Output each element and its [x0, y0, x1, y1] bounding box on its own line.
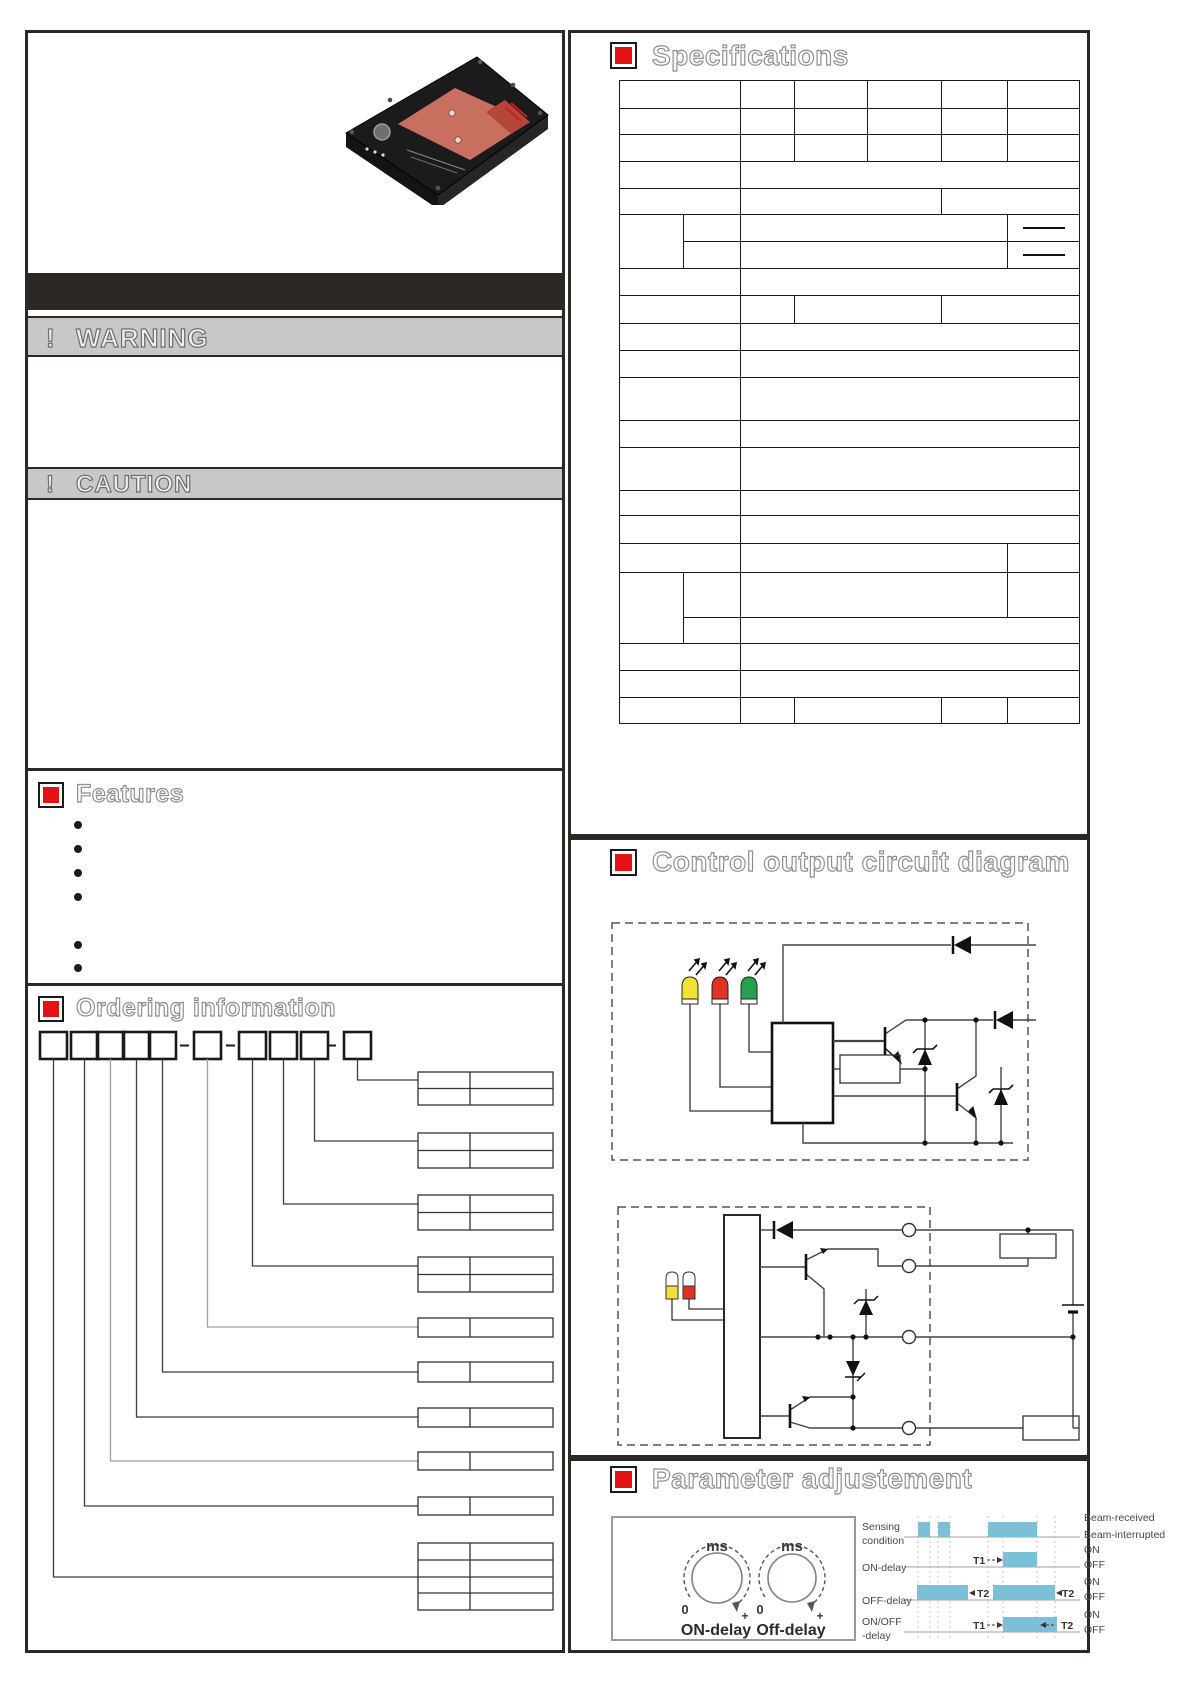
- off-delay-knob-label: Off-delay: [756, 1622, 826, 1639]
- spec-cell: [741, 378, 1080, 421]
- spec-row: [620, 269, 1080, 296]
- spec-cell: [1008, 698, 1080, 724]
- spec-cell: [942, 81, 1008, 109]
- svg-text:ON/OFF: ON/OFF: [862, 1616, 902, 1628]
- led-yellow-icon: [682, 977, 698, 999]
- led-emission-arrows: [689, 959, 765, 975]
- svg-text:condition: condition: [862, 1535, 905, 1547]
- features-divider: [25, 768, 565, 771]
- spec-cell: [1008, 109, 1080, 135]
- spec-cell: [1008, 573, 1080, 618]
- ordering-code-diagram: [25, 1020, 565, 1653]
- code-option-tables: [418, 1072, 553, 1610]
- spec-cell: [620, 516, 741, 544]
- main-circuit-block: [772, 1023, 833, 1123]
- spec-cell: [620, 544, 741, 573]
- spec-row: [620, 296, 1080, 324]
- specifications-heading: Specifications: [652, 40, 849, 71]
- svg-text:Beam-received: Beam-received: [1084, 1512, 1155, 1524]
- spec-cell: [741, 242, 1008, 269]
- load-block: [1023, 1416, 1079, 1440]
- warning-title: WARNING: [76, 323, 209, 353]
- spec-cell: [942, 698, 1008, 724]
- svg-text:OFF: OFF: [1084, 1559, 1105, 1571]
- svg-text:ON: ON: [1084, 1609, 1100, 1621]
- feature-bullet: [74, 845, 82, 853]
- spec-cell: [1008, 215, 1080, 242]
- spec-row: [620, 573, 1080, 618]
- led-yellow-icon: [666, 1286, 678, 1299]
- svg-text:T2: T2: [1062, 1588, 1075, 1600]
- svg-text:T2: T2: [1061, 1620, 1074, 1632]
- on-delay-knob-label: ON-delay: [680, 1622, 752, 1639]
- spec-cell: [741, 698, 795, 724]
- ordering-marker-icon: [38, 996, 64, 1022]
- warning-mark: !: [46, 323, 56, 353]
- diode-icon: [774, 1221, 793, 1239]
- spec-cell: [1008, 81, 1080, 109]
- spec-cell: [795, 698, 942, 724]
- spec-cell: [741, 324, 1080, 351]
- svg-text:ON: ON: [1084, 1576, 1100, 1588]
- spec-cell: [1008, 242, 1080, 269]
- spec-row: [620, 215, 1080, 242]
- spec-cell: [620, 491, 741, 516]
- window-pin: [449, 110, 455, 116]
- feature-bullet: [74, 893, 82, 901]
- circuit1-wires: [783, 945, 1036, 1143]
- spec-cell: [741, 618, 1080, 644]
- spec-cell: [741, 109, 795, 135]
- spec-cell: [942, 189, 1080, 215]
- spec-cell: [620, 378, 741, 421]
- spec-cell: [620, 644, 741, 671]
- spec-cell: [620, 448, 741, 491]
- caution-band: [28, 467, 562, 500]
- knob-min: 0: [681, 1602, 689, 1617]
- spec-cell: [620, 296, 741, 324]
- specifications-table: [619, 80, 1080, 724]
- indicator-leds-small: [666, 1272, 724, 1320]
- feature-bullet: [74, 941, 82, 949]
- spec-cell: [620, 351, 741, 378]
- spec-row: [620, 421, 1080, 448]
- spec-row: [620, 448, 1080, 491]
- spec-cell: [620, 421, 741, 448]
- spec-row: [620, 544, 1080, 573]
- spec-row: [620, 81, 1080, 109]
- window-pin: [455, 137, 461, 143]
- svg-text:OFF: OFF: [1084, 1591, 1105, 1603]
- spec-row: [620, 135, 1080, 162]
- spec-cell: [868, 135, 942, 162]
- spec-cell: [620, 215, 684, 269]
- part-code-boxes: [40, 1032, 371, 1059]
- spec-row: [620, 618, 1080, 644]
- ordering-divider: [25, 983, 565, 986]
- sensor-device-illustration: [346, 57, 548, 205]
- features-marker-icon: [38, 782, 64, 808]
- spec-cell: [684, 242, 741, 269]
- feature-bullet: [74, 964, 82, 972]
- spec-cell: [795, 109, 868, 135]
- spec-cell: [741, 189, 942, 215]
- spec-row: [620, 378, 1080, 421]
- spec-cell: [741, 215, 1008, 242]
- svg-text:-delay: -delay: [862, 1630, 891, 1642]
- warning-band: [28, 316, 562, 357]
- knob-min: 0: [756, 1602, 764, 1617]
- svg-text:ON-delay: ON-delay: [862, 1562, 907, 1574]
- spec-cell: [741, 351, 1080, 378]
- spec-cell: [684, 215, 741, 242]
- spec-cell: [942, 135, 1008, 162]
- spec-cell: [795, 135, 868, 162]
- spec-cell: [741, 81, 795, 109]
- spec-row: [620, 109, 1080, 135]
- svg-text:OFF: OFF: [1084, 1624, 1105, 1636]
- svg-text:T1: T1: [973, 1620, 986, 1632]
- indicator-leds: [682, 959, 772, 1111]
- caution-title: CAUTION: [76, 471, 193, 498]
- transistor-icons: [790, 1248, 828, 1428]
- spec-cell: [620, 324, 741, 351]
- spec-cell: [684, 573, 741, 618]
- spec-cell: [741, 135, 795, 162]
- led-red-icon: [683, 1286, 695, 1299]
- knob-plus: +: [741, 1609, 749, 1623]
- spec-cell: [1008, 135, 1080, 162]
- parameter-adjustment-figure: [568, 1458, 1168, 1653]
- spec-cell: [620, 109, 741, 135]
- spec-cell: [741, 448, 1080, 491]
- feature-bullet: [74, 869, 82, 877]
- terminal-circles: [903, 1224, 916, 1435]
- svg-text:Sensing: Sensing: [862, 1521, 900, 1533]
- spec-cell: [620, 698, 741, 724]
- spec-cell: [1008, 544, 1080, 573]
- spec-cell: [741, 544, 1008, 573]
- spec-row: [620, 516, 1080, 544]
- svg-text:T1: T1: [973, 1555, 986, 1567]
- spec-cell: [741, 573, 1008, 618]
- timing-row-labels: [862, 1521, 912, 1642]
- transistor-icons: [885, 1027, 976, 1118]
- circuit-heading: Control output circuit diagram: [652, 846, 1070, 877]
- spec-cell: [620, 189, 741, 215]
- logo-badge: [374, 124, 390, 140]
- caution-mark: !: [46, 471, 55, 498]
- main-circuit-block: [724, 1215, 760, 1438]
- spec-cell: [684, 618, 741, 644]
- ordering-heading: Ordering information: [76, 994, 336, 1022]
- circuit-diagram-npn: [612, 923, 1036, 1160]
- spec-row: [620, 189, 1080, 215]
- zener-diode-icons: [845, 1296, 878, 1381]
- spec-row: [620, 351, 1080, 378]
- product-image: [315, 40, 560, 205]
- junction-dots: [922, 1017, 1003, 1145]
- spec-cell: [741, 269, 1080, 296]
- timing-diagram: [862, 1512, 1165, 1642]
- spec-cell: [741, 644, 1080, 671]
- spec-cell: [741, 491, 1080, 516]
- resistor-block: [840, 1055, 900, 1083]
- spec-row: [620, 324, 1080, 351]
- knob-unit: ms: [781, 1538, 803, 1555]
- spec-cell: [741, 671, 1080, 698]
- knob-unit: ms: [706, 1538, 728, 1555]
- title-bar: [28, 273, 562, 310]
- spec-row: [620, 698, 1080, 724]
- spec-cell: [942, 109, 1008, 135]
- knob-plus: +: [816, 1609, 824, 1623]
- spec-cell: [620, 573, 684, 644]
- spec-cell: [741, 421, 1080, 448]
- control-output-circuits: [568, 837, 1090, 1458]
- specifications-marker-icon: [610, 42, 637, 69]
- battery-icon: [1062, 1305, 1084, 1312]
- spec-cell: [795, 81, 868, 109]
- spec-cell: [942, 296, 1080, 324]
- spec-cell: [741, 516, 1080, 544]
- circuit-diagram-relay: [618, 1207, 1084, 1445]
- spec-row: [620, 491, 1080, 516]
- delay-knob-panel: [612, 1517, 855, 1640]
- spec-cell: [620, 671, 741, 698]
- spec-row: [620, 671, 1080, 698]
- spec-cell: [868, 81, 942, 109]
- spec-cell: [620, 135, 741, 162]
- spec-cell: [741, 296, 795, 324]
- code-connector-lines: [54, 1059, 419, 1577]
- spec-row: [620, 644, 1080, 671]
- svg-text:ON: ON: [1084, 1544, 1100, 1556]
- svg-text:Beam-interrupted: Beam-interrupted: [1084, 1529, 1166, 1541]
- spec-cell: [868, 109, 942, 135]
- load-block: [1000, 1234, 1056, 1258]
- spec-cell: [741, 162, 1080, 189]
- spec-cell: [795, 296, 942, 324]
- spec-cell: [620, 81, 741, 109]
- spec-cell: [620, 269, 741, 296]
- spec-row: [620, 242, 1080, 269]
- spec-row: [620, 162, 1080, 189]
- timing-state-labels: [1084, 1512, 1165, 1636]
- led-red-icon: [712, 977, 728, 999]
- spec-cell: [620, 162, 741, 189]
- parameter-heading: Parameter adjustement: [652, 1463, 973, 1494]
- svg-text:T2: T2: [977, 1588, 990, 1600]
- diode-icons: [953, 936, 1013, 1029]
- features-heading: Features: [76, 780, 185, 808]
- svg-text:OFF-delay: OFF-delay: [862, 1595, 912, 1607]
- feature-bullet: [74, 821, 82, 829]
- led-green-icon: [741, 977, 757, 999]
